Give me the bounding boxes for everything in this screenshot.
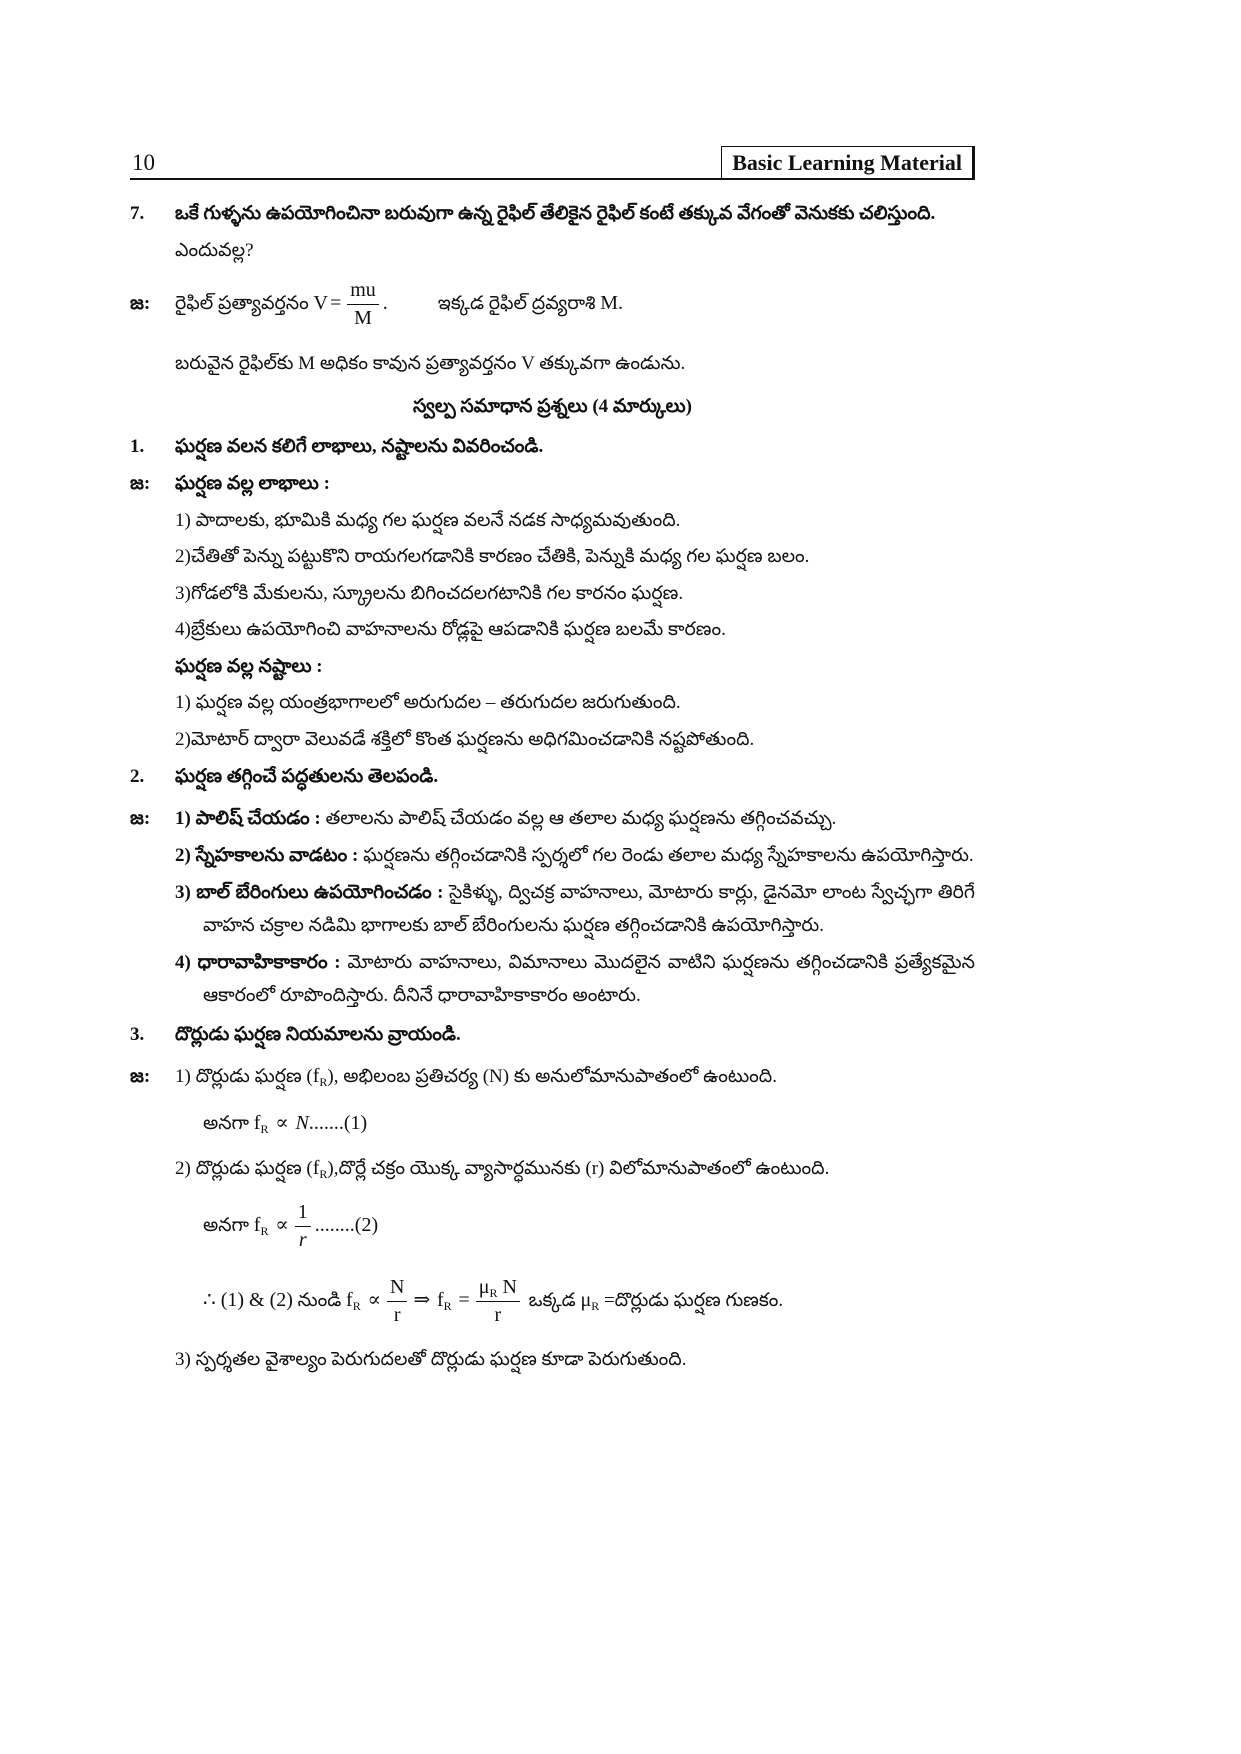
from-word: నుండి xyxy=(297,1289,342,1311)
fraction-numerator: 1 xyxy=(295,1199,311,1227)
page-header xyxy=(130,145,975,180)
question-number: 2. xyxy=(130,766,145,787)
friction-subscript: R xyxy=(443,1298,452,1313)
where-word: ఒక్కడ xyxy=(528,1289,576,1311)
answer-label: జ: xyxy=(130,1066,151,1087)
implies-sign: ⇒ xyxy=(413,1288,431,1311)
method-label: 1) పాలిష్ చేయడం : xyxy=(175,808,321,829)
list-item: 1) ఘర్షణ వల్ల యంత్రభాగాలలో అరుగుదల – తరుగుదల జరుగుతుంది. xyxy=(175,692,681,713)
recoil-formula-line xyxy=(175,277,975,332)
method-item xyxy=(175,802,975,835)
friction-subscript: R xyxy=(319,1167,328,1181)
answer-1 xyxy=(130,466,975,758)
combined-relation xyxy=(203,1274,975,1329)
question-text: ఘర్షణ తగ్గించే పద్ధతులను తెలపండి. xyxy=(175,766,439,787)
question-2 xyxy=(130,758,975,795)
law-1 xyxy=(175,1058,975,1095)
method-label: 3) బాల్ బేరింగులు ఉపయోగించడం : xyxy=(175,882,444,903)
fraction-denominator: r xyxy=(393,1304,401,1326)
answer-body xyxy=(175,466,975,758)
answer-2 xyxy=(130,800,975,1012)
law-text-after: ), అభిలంబ ప్రతిచర్య (N) కు అనులోమానుపాతంలో ఉంటుంది. xyxy=(327,1066,777,1087)
list-item: 2)మోటార్ ద్వారా వెలువడే శక్తిలో కొంత ఘర్షణను అధిగమించడానికి నష్టపోతుంది. xyxy=(175,728,755,750)
friction-subscript: R xyxy=(352,1298,361,1313)
answer-body xyxy=(175,1058,975,1378)
question-text: ఘర్షణ వలన కలిగే లాభాలు, నష్టాలను వివరించండి. xyxy=(175,436,544,457)
answer-7 xyxy=(130,277,975,332)
law-2 xyxy=(175,1150,975,1187)
relation-prefix: అనగా xyxy=(203,1113,250,1134)
fraction-numerator xyxy=(476,1274,520,1302)
equation-tag: .......(1) xyxy=(308,1112,368,1134)
question-text: దొర్లుడు ఘర్షణ నియమాలను వ్రాయండి. xyxy=(175,1024,461,1045)
answer-7-conclusion: బరువైన రైఫిల్‌కు M అధికం కావున ప్రత్యావర్తనం V తక్కువగా ఉండును. xyxy=(175,353,686,374)
section-heading: స్వల్ప సమాధాన ప్రశ్నలు (4 మార్కులు) xyxy=(413,396,692,417)
losses-heading: ఘర్షణ వల్ల నష్టాలు : xyxy=(175,655,323,677)
answer-label: జ: xyxy=(130,808,151,829)
law-3: 3) స్పర్శతల వైశాల్యం పెరుగుదలతో దొర్లుడు ఘర్షణ కూడా పెరుగుతుంది. xyxy=(175,1349,687,1370)
coefficient-definition: =దొర్లుడు ఘర్షణ గుణకం. xyxy=(603,1289,784,1311)
proportional-sign: ∝ xyxy=(275,1213,289,1236)
fraction-denominator: r xyxy=(494,1304,502,1326)
method-text: సైకిళ్ళు, ద్విచక్ర వాహనాలు, మోటారు కార్లు, డైనమో లాంట స్వేచ్ఛగా తిరిగే వాహన చక్రాల నడిమి భాగాలకు బాల్ బేరింగులను ఘర్షణ తగ్గించడానికి ఉపయోగిస్తారు. xyxy=(203,882,975,936)
question-7 xyxy=(130,195,975,269)
question-number: 3. xyxy=(130,1024,145,1045)
list-item: 1) పాదాలకు, భూమికి మధ్య గల ఘర్షణ వలనే నడక సాధ్యమవుతుంది. xyxy=(175,509,681,531)
answer-3 xyxy=(130,1058,975,1378)
answer-label: జ: xyxy=(130,473,151,494)
question-1 xyxy=(130,428,975,465)
recoil-fraction xyxy=(347,277,379,332)
page-content xyxy=(130,145,975,1378)
method-label: 2) స్నేహకాలను వాడటం : xyxy=(175,845,359,866)
friction-symbol: f xyxy=(253,1112,261,1134)
question-3 xyxy=(130,1016,975,1053)
rolling-friction-fraction xyxy=(476,1274,520,1329)
friction-symbol: f xyxy=(436,1288,444,1311)
equals-sign: = xyxy=(329,291,342,314)
list-item: 4)బ్రేకులు ఉపయోగించి వాహనాలను రోడ్లపై ఆపడానికి ఘర్షణ బలమే కారణం. xyxy=(175,619,726,640)
fraction-denominator: r xyxy=(298,1229,307,1251)
method-text: మోటారు వాహనాలు, విమానాలు మొదలైన వాటిని ఘర్షణను తగ్గించడానికి ప్రత్యేకమైన ఆకారంలో రూపొందిస్తారు. దీనినే ధారావాహికాకారం అంటారు. xyxy=(203,952,975,1006)
friction-symbol: f xyxy=(312,1157,320,1179)
list-item: 3)గోడలోకి మేకులను, స్క్రూలను బిగించదలగటానికి గల కారనం ఘర్షణ. xyxy=(175,582,684,604)
therefore-expression: ∴ (1) & (2) xyxy=(203,1288,293,1311)
relation-prefix: అనగా xyxy=(203,1214,250,1236)
answer-label: జ: xyxy=(130,292,151,314)
law-text-before: 1) దొర్లుడు ఘర్షణ ( xyxy=(175,1066,313,1087)
coefficient-symbol: μ xyxy=(580,1288,592,1311)
recoil-velocity-symbol: V xyxy=(313,291,328,314)
proportional-sign: ∝ xyxy=(367,1288,382,1311)
law-text-after: ),దొర్లే చక్రం యొక్క వ్యాసార్ధమునకు (r) విలోమానుపాతంలో ఉంటుంది. xyxy=(327,1158,830,1179)
friction-symbol: f xyxy=(253,1213,261,1236)
question-text-tail: ఎందువల్ల? xyxy=(175,240,254,261)
fraction-numerator: mu xyxy=(347,277,379,305)
recoil-label: రైఫిల్ ప్రత్యావర్తనం xyxy=(175,292,309,314)
fraction-numerator: N xyxy=(387,1274,407,1302)
method-item xyxy=(175,946,975,1012)
answer-body xyxy=(175,802,975,1012)
normal-over-radius-fraction xyxy=(387,1274,407,1329)
question-number: 1. xyxy=(130,436,145,457)
list-item: 2)చేతితో పెన్ను పట్టుకొని రాయగలగడానికి కారణం చేతికి, పెన్నుకి మధ్య గల ఘర్షణ బలం. xyxy=(175,546,810,567)
mass-note: ఇక్కడ రైఫిల్ ద్రవ్యరాశి xyxy=(437,292,596,314)
coefficient-subscript: R xyxy=(489,1286,498,1300)
normal-reaction-symbol: N xyxy=(502,1276,517,1298)
coefficient-symbol: μ xyxy=(478,1276,490,1298)
friction-symbol: f xyxy=(312,1065,320,1087)
method-text: ఘర్షణను తగ్గించడానికి స్పర్శలో గల రెండు తలాల మధ్య స్నేహకాలను ఉపయోగిస్తారు. xyxy=(363,845,974,866)
question-text: ఒకే గుళ్ళను ఉపయోగించినా బరువుగా ఉన్న రైఫిల్ తేలికైన రైఫిల్ కంటే తక్కువ వేగంతో వెనుకకు చలిస్తుంది. xyxy=(175,203,936,224)
method-text: తలాలను పాలిష్ చేయడం వల్ల ఆ తలాల మధ్య ఘర్షణను తగ్గించవచ్చు. xyxy=(325,808,837,829)
equals-sign: = xyxy=(458,1288,470,1311)
relation-1 xyxy=(203,1105,975,1142)
method-item xyxy=(175,876,975,942)
inverse-radius-fraction xyxy=(295,1199,311,1254)
coefficient-subscript: R xyxy=(591,1298,600,1313)
equation-tag: ........(2) xyxy=(314,1213,379,1236)
benefits-heading: ఘర్షణ వల్ల లాభాలు : xyxy=(175,473,330,494)
question-number: 7. xyxy=(130,203,145,224)
page-number: 10 xyxy=(132,150,155,175)
normal-reaction-symbol: N xyxy=(295,1112,309,1134)
relation-2 xyxy=(203,1199,975,1254)
friction-subscript: R xyxy=(260,1223,269,1238)
question-text-block xyxy=(175,195,975,269)
friction-symbol: f xyxy=(346,1288,353,1311)
mass-symbol: M. xyxy=(600,291,623,314)
running-title-box: Basic Learning Material xyxy=(721,146,975,178)
law-text-before: 2) దొర్లుడు ఘర్షణ ( xyxy=(175,1158,313,1179)
method-label: 4) ధారావాహికాకారం : xyxy=(175,952,341,973)
proportional-sign: ∝ xyxy=(275,1112,289,1134)
fraction-denominator: M xyxy=(354,307,372,329)
friction-subscript: R xyxy=(260,1122,269,1136)
formula-end: . xyxy=(382,291,388,314)
friction-subscript: R xyxy=(319,1075,328,1089)
method-item xyxy=(175,839,975,872)
